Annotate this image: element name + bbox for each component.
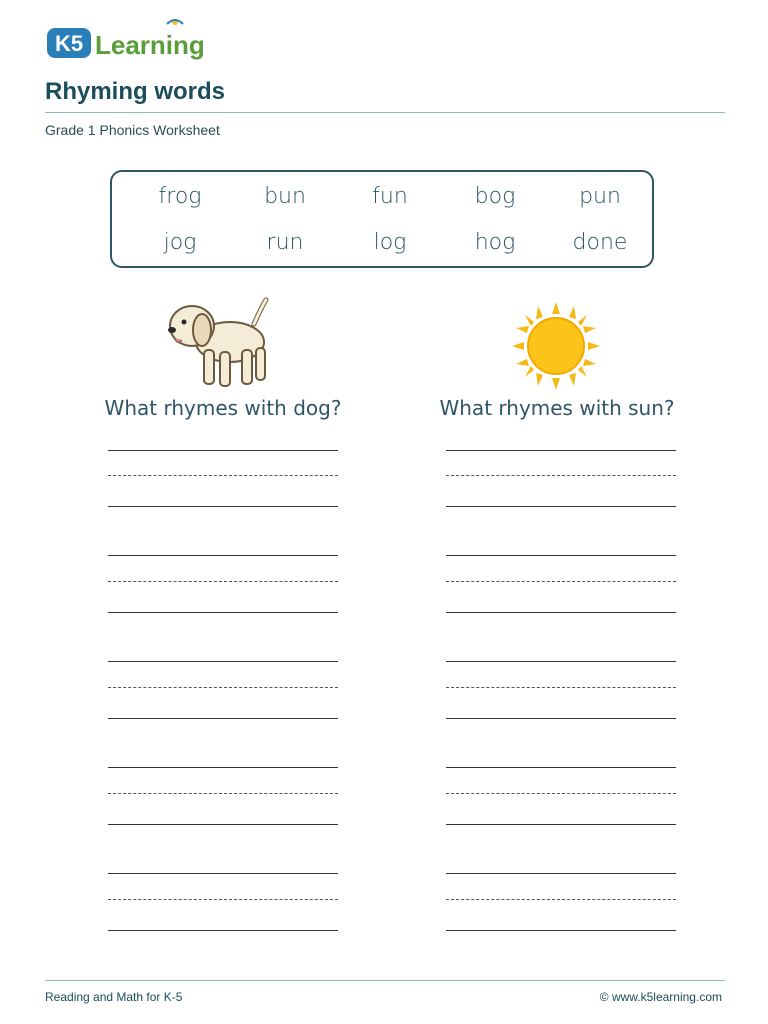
- question-sun: What rhymes with sun?: [439, 396, 675, 420]
- writing-line-base: [446, 930, 676, 931]
- word-bank: [110, 170, 654, 268]
- writing-line-top: [446, 450, 676, 451]
- writing-line-mid: [108, 475, 338, 476]
- writing-line-base: [108, 718, 338, 719]
- writing-line-base: [108, 506, 338, 507]
- footer-tagline: Reading and Math for K-5: [45, 990, 183, 1004]
- writing-line-top: [446, 873, 676, 874]
- writing-line-mid: [446, 475, 676, 476]
- word-bank-item: done: [572, 230, 628, 255]
- dog-icon: [162, 296, 274, 392]
- writing-line-top: [446, 661, 676, 662]
- writing-line-base: [108, 824, 338, 825]
- writing-line-base: [446, 718, 676, 719]
- sun-icon: [510, 300, 602, 392]
- word-bank-item: hog: [474, 230, 516, 255]
- writing-line-mid: [108, 899, 338, 900]
- word-bank-item: log: [373, 230, 407, 255]
- writing-line-mid: [108, 687, 338, 688]
- page-subtitle: Grade 1 Phonics Worksheet: [45, 122, 220, 138]
- writing-line-base: [108, 930, 338, 931]
- writing-line-mid: [446, 687, 676, 688]
- writing-line-base: [446, 612, 676, 613]
- writing-line-mid: [108, 581, 338, 582]
- word-bank-item: jog: [163, 230, 197, 255]
- writing-line-top: [108, 450, 338, 451]
- footer-divider: [45, 980, 725, 981]
- writing-line-top: [108, 767, 338, 768]
- svg-text:Learning: Learning: [95, 30, 205, 60]
- writing-line-top: [446, 555, 676, 556]
- word-bank-item: run: [266, 230, 304, 255]
- k5-learning-logo: [45, 14, 217, 64]
- writing-line-mid: [108, 793, 338, 794]
- word-bank-item: frog: [158, 184, 202, 209]
- word-bank-item: pun: [579, 184, 621, 209]
- question-dog: What rhymes with dog?: [104, 396, 342, 420]
- word-bank-item: fun: [372, 184, 408, 209]
- writing-line-base: [446, 506, 676, 507]
- page-title: Rhyming words: [45, 78, 226, 105]
- writing-line-top: [108, 555, 338, 556]
- writing-line-top: [108, 873, 338, 874]
- writing-line-mid: [446, 899, 676, 900]
- writing-line-mid: [446, 793, 676, 794]
- writing-line-top: [446, 767, 676, 768]
- title-divider: [45, 112, 725, 113]
- svg-text:K5: K5: [54, 31, 84, 56]
- word-bank-item: bog: [474, 184, 516, 209]
- writing-line-base: [446, 824, 676, 825]
- footer-copyright: © www.k5learning.com: [599, 990, 722, 1004]
- word-bank-item: bun: [264, 184, 306, 209]
- writing-line-base: [108, 612, 338, 613]
- writing-line-top: [108, 661, 338, 662]
- writing-line-mid: [446, 581, 676, 582]
